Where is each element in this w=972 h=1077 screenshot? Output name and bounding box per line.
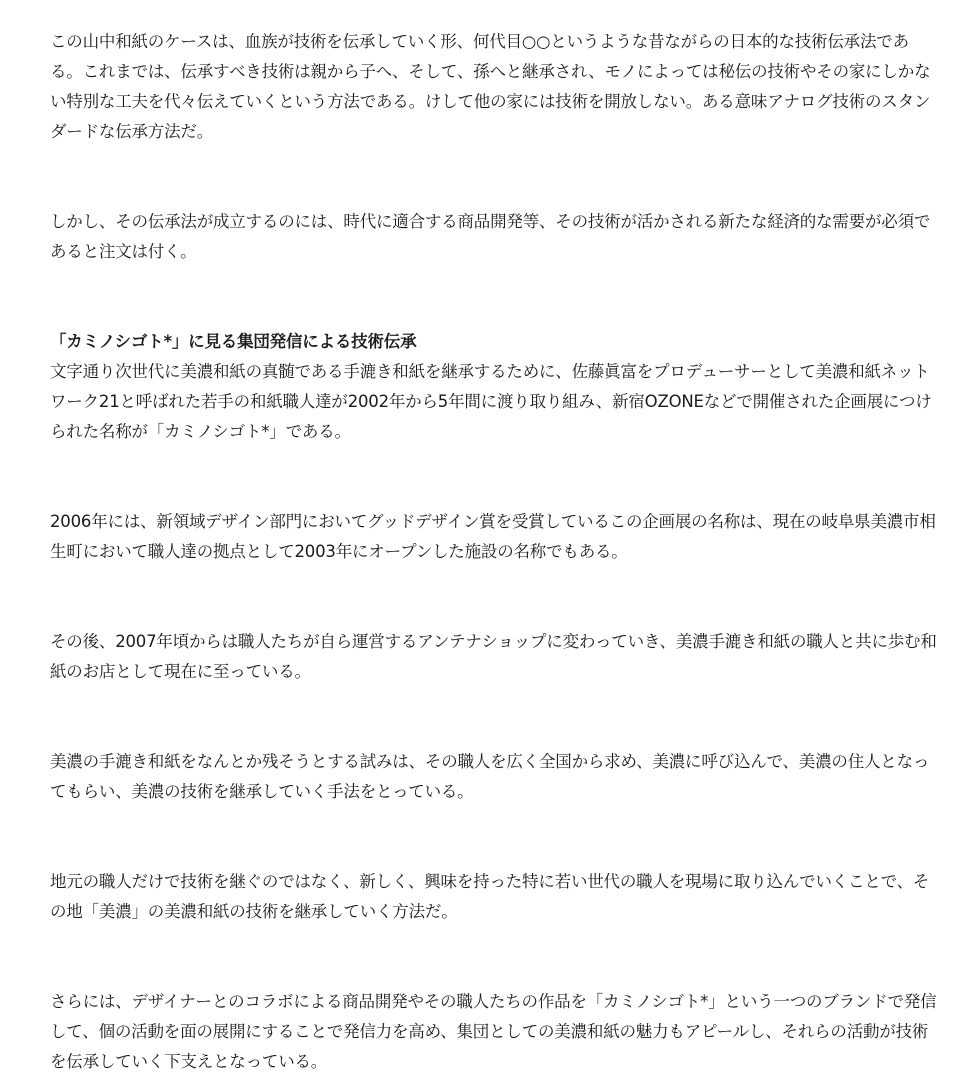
paragraph-gap: [50, 927, 938, 987]
paragraph-good-design-award: 2006年には、新領域デザイン部門においてグッドデザイン賞を受賞しているこの企画展の名称は、現在の岐阜県美濃市相生町において職人達の拠点として2003年にオープンした施設の名称でもある。: [50, 512, 936, 561]
paragraph-gap: [50, 147, 938, 207]
paragraph-craftsman-recruitment: 美濃の手漉き和紙をなんとか残そうとする試みは、その職人を広く全国から求め、美濃に呼び込んで、美濃の住人となってもらい、美濃の技術を継承していく手法をとっている。: [50, 752, 930, 801]
paragraph-gap: [50, 567, 938, 627]
paragraph-young-generation: 地元の職人だけで技術を継ぐのではなく、新しく、興味を持った特に若い世代の職人を現場に取り込んでいくことで、その地「美濃」の美濃和紙の技術を継承していく方法だ。: [50, 872, 930, 921]
paragraph-gap: [50, 447, 938, 507]
paragraph-economic-demand: しかし、その伝承法が成立するのには、時代に適合する商品開発等、その技術が活かされる新たな経済的な需要が必須であると注文は付く。: [50, 212, 931, 261]
section-heading: 「カミノシゴト*」に見る集団発信による技術伝承: [50, 332, 417, 351]
article-body: [50, 27, 938, 1077]
paragraph-gap: [50, 687, 938, 747]
paragraph-gap: [50, 807, 938, 867]
paragraph-yamanaka-washi: この山中和紙のケースは、血族が技術を伝承していく形、何代目○○というような昔ながらの日本的な技術伝承法である。これまでは、伝承すべき技術は親から子へ、そして、孫へと継承され、モノによっては秘伝の技術やその家にしかない特別な工夫を代々伝えていくという方法である。けして他の家には技術を開放しない。ある意味アナログ技術のスタンダードな伝承方法だ。: [50, 32, 931, 141]
paragraph-brand-collaboration: さらには、デザイナーとのコラボによる商品開発やその職人たちの作品を「カミノシゴト*」という一つのブランドで発信して、個の活動を面の展開にすることで発信力を高め、集団としての美濃和紙の魅力もアピールし、それらの活動が技術を伝承していく下支えとなっている。: [50, 992, 937, 1071]
paragraph-kaminoshigoto: 文字通り次世代に美濃和紙の真髄である手漉き和紙を継承するために、佐藤眞富をプロデューサーとして美濃和紙ネットワーク21と呼ばれた若手の和紙職人達が2002年から5年間に渡り取り組み、新宿OZONEなどで開催された企画展につけられた名称が「カミノシゴト*」である。: [50, 362, 932, 441]
paragraph-antenna-shop: その後、2007年頃からは職人たちが自ら運営するアンテナショップに変わっていき、美濃手漉き和紙の職人と共に歩む和紙のお店として現在に至っている。: [50, 632, 937, 681]
paragraph-gap: [50, 267, 938, 327]
